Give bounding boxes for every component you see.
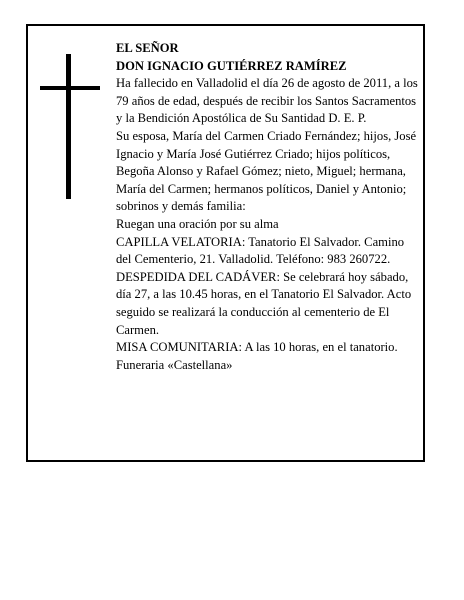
mass-info: MISA COMUNITARIA: A las 10 horas, en el tanatorio. bbox=[116, 340, 398, 355]
obituary-notice bbox=[26, 24, 425, 462]
notice-text bbox=[116, 40, 422, 374]
prayer-request: Ruegan una oración por su alma bbox=[116, 216, 279, 231]
family-list: Su esposa, María del Carmen Criado Fernández; hijos, José Ignacio y María José Gutiérrez Criado; hijos políticos, Begoña Alonso y Rafael Gómez; nieto, Miguel; hermana, María del Carmen; hermanos políticos, Daniel y Antonio; sobrinos y demás familia: bbox=[116, 128, 417, 214]
farewell-info: DESPEDIDA DEL CADÁVER: Se celebrará hoy sábado, día 27, a las 10.45 horas, en el Tanatorio El Salvador. Acto seguido se realizará la conducción al cementerio de El Carmen. bbox=[116, 269, 412, 337]
cross-icon bbox=[40, 54, 100, 199]
deceased-name: DON IGNACIO GUTIÉRREZ RAMÍREZ bbox=[116, 58, 347, 73]
funeral-home: Funeraria «Castellana» bbox=[116, 357, 233, 372]
death-announcement: Ha fallecido en Valladolid el día 26 de agosto de 2011, a los 79 años de edad, después de recibir los Santos Sacramentos y la Bendición Apostólica de Su Santidad D. E. P. bbox=[116, 76, 418, 126]
cross-horizontal-bar bbox=[40, 86, 100, 90]
cross-vertical-bar bbox=[66, 54, 71, 199]
notice-title: EL SEÑOR bbox=[116, 41, 179, 55]
chapel-info: CAPILLA VELATORIA: Tanatorio El Salvador. Camino del Cementerio, 21. Valladolid. Teléfono: 983 260722. bbox=[116, 234, 405, 267]
